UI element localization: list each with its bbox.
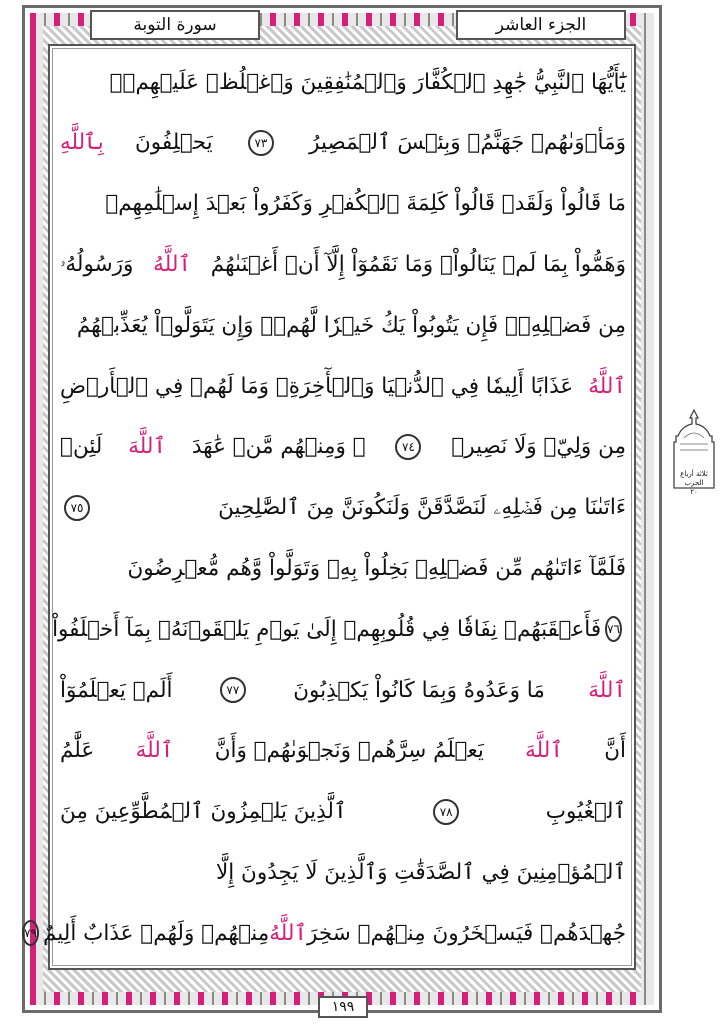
- text-line: [60, 117, 626, 169]
- verse-text: فَلَمَّآ ءَاتَىٰهُم مِّن فَضۡلِهِۦ بَخِلُواْ بِهِۦ وَتَوَلَّواْ وَّهُم مُّعۡرِضُونَ: [127, 555, 626, 581]
- text-line: [60, 56, 626, 108]
- juz-name: الجزء العاشر: [495, 15, 587, 35]
- verse-text: ۞ وَمِنۡهُم مَّنۡ عَٰهَدَ: [191, 434, 366, 460]
- verse-text: أَلَمۡ يَعۡلَمُوٓاْ: [60, 677, 173, 703]
- ayah-number-marker: ٧٦: [605, 616, 622, 642]
- text-line: [60, 846, 626, 898]
- text-line: [60, 421, 626, 473]
- verse-text: وَرَسُولُهُۥ: [60, 251, 134, 277]
- ayah-number-marker: ٧٨: [433, 799, 459, 825]
- verse-text: مِن فَضۡلِهِۦۚ فَإِن يَتُوبُواْ يَكُ خَيۡرٗا لَّهُمۡۖ وَإِن يَتَوَلَّوۡاْ يُعَذِّبۡهُمُ: [76, 312, 626, 338]
- verse-text: مَا قَالُواْ وَلَقَدۡ قَالُواْ كَلِمَةَ ٱلۡكُفۡرِ وَكَفَرُواْ بَعۡدَ إِسۡلَٰمِهِمۡ: [105, 191, 626, 217]
- divine-name-word: ٱللَّهُ: [153, 251, 191, 277]
- verse-text: يَعۡلَمُ سِرَّهُمۡ وَنَجۡوَىٰهُمۡ وَأَنَّ: [214, 738, 484, 764]
- hizb-fraction: ثلاثة أرباع: [680, 470, 708, 478]
- ayah-number-marker: ٧٩: [22, 920, 39, 946]
- text-line: [60, 542, 626, 594]
- divine-name-word: ٱللَّهَ: [588, 677, 626, 703]
- verse-text: مِنۡهُمۡ وَلَهُمۡ عَذَابٌ أَلِيمٌ: [42, 920, 270, 946]
- ayah-number-marker: ٧٤: [395, 434, 421, 460]
- verse-text: وَمَأۡوَىٰهُمۡ جَهَنَّمُۖ وَبِئۡسَ ٱلۡمَصِيرُ: [309, 130, 626, 156]
- verse-text: يَحۡلِفُونَ: [135, 130, 213, 156]
- divine-name-word: ٱللَّهَ: [135, 738, 174, 764]
- surah-name: سورة التوبة: [133, 15, 217, 35]
- hizb-number: ٢٠: [690, 488, 698, 496]
- verse-text: ءَاتَىٰنَا مِن فَضۡلِهِۦ لَنَصَّدَّقَنَّ وَلَنَكُونَنَّ مِنَ ٱلصَّٰلِحِينَ: [218, 495, 626, 521]
- verse-text: فَأَعۡقَبَهُمۡ نِفَاقٗا فِي قُلُوبِهِمۡ إِلَىٰ يَوۡمِ يَلۡقَوۡنَهُۥ بِمَآ أَخۡلَفُواْ: [52, 616, 602, 642]
- divine-name-word: ٱللَّهَ: [525, 738, 563, 764]
- text-line: [52, 603, 626, 655]
- text-line: [60, 786, 626, 838]
- ayah-number-marker: ٧٧: [220, 677, 246, 703]
- page-number-box: [318, 996, 368, 1018]
- hizb-marker-label: [676, 470, 712, 497]
- verse-text: عَذَابًا أَلِيمٗا فِي ٱلدُّنۡيَا وَٱلۡأٓخِرَةِۚ وَمَا لَهُمۡ فِي ٱلۡأَرۡضِ: [60, 373, 574, 399]
- verse-text: يَٰٓأَيُّهَا ٱلنَّبِيُّ جَٰهِدِ ٱلۡكُفَّارَ وَٱلۡمُنَٰفِقِينَ وَٱغۡلُظۡ عَلَيۡهِمۡۚ: [109, 69, 626, 95]
- divine-name-word: ٱللَّهُ: [588, 373, 626, 399]
- juz-name-header: [456, 10, 626, 40]
- text-line: [60, 299, 626, 351]
- text-line: [60, 664, 626, 716]
- verse-text: أَنَّ: [604, 738, 626, 764]
- text-line: [60, 725, 626, 777]
- verse-text: لَئِنۡ: [60, 434, 103, 460]
- quran-text: [24, 52, 626, 964]
- verse-text: جُهۡدَهُمۡ فَيَسۡخَرُونَ مِنۡهُمۡ سَخِرَ: [307, 920, 626, 946]
- verse-text: عَلَّٰمُ: [60, 738, 95, 764]
- verse-text: ٱلۡمُؤۡمِنِينَ فِي ٱلصَّدَقَٰتِ وَٱلَّذِينَ لَا يَجِدُونَ إِلَّا: [215, 859, 626, 885]
- text-line: [24, 907, 626, 959]
- verse-text: مِن وَلِيّٖ وَلَا نَصِيرٖ: [451, 434, 626, 460]
- text-line: [60, 178, 626, 230]
- verse-text: ٱلَّذِينَ يَلۡمِزُونَ ٱلۡمُطَّوِّعِينَ مِنَ: [60, 799, 347, 825]
- text-line: [60, 238, 626, 290]
- divine-name-word: بِٱللَّهِ: [60, 130, 104, 156]
- divine-name-word: ٱللَّهَ: [128, 434, 167, 460]
- ayah-number-marker: ٧٥: [64, 495, 90, 521]
- text-line: [60, 482, 626, 534]
- divine-name-word: ٱللَّهُ: [269, 920, 308, 946]
- text-line: [60, 360, 626, 412]
- hizb-word: الحزب: [684, 479, 704, 487]
- verse-text: مَا وَعَدُوهُ وَبِمَا كَانُواْ يَكۡذِبُونَ: [293, 677, 545, 703]
- verse-text: وَهَمُّواْ بِمَا لَمۡ يَنَالُواْۚ وَمَا نَقَمُوٓاْ إِلَّآ أَنۡ أَغۡنَىٰهُمُ: [210, 251, 626, 277]
- page-number: ١٩٩: [331, 999, 355, 1015]
- surah-name-header: [90, 10, 260, 40]
- verse-text: ٱلۡغُيُوبِ: [545, 799, 626, 825]
- ayah-number-marker: ٧٣: [248, 130, 274, 156]
